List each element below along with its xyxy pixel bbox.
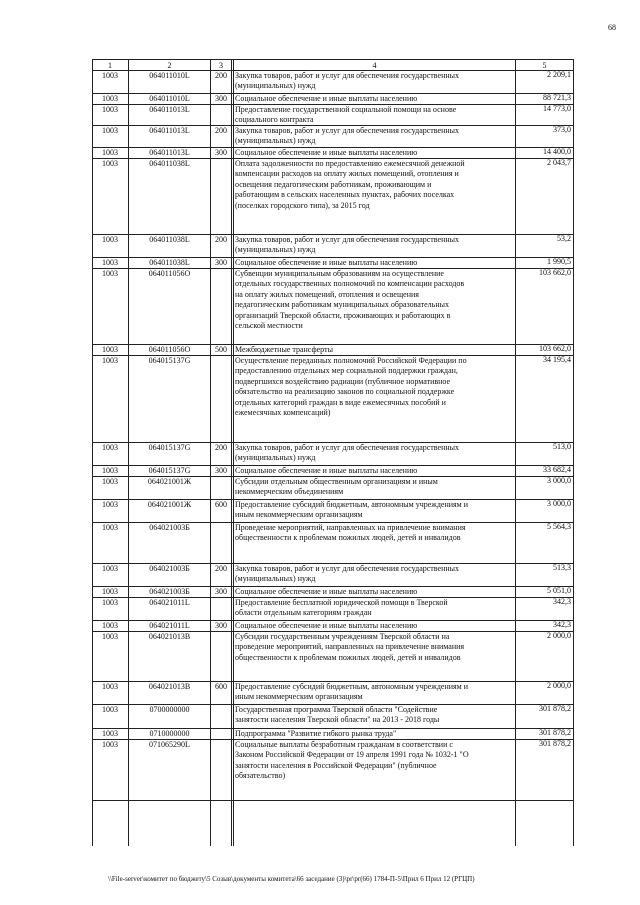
- target-article-code: 064021013В: [148, 682, 191, 691]
- table-row: [92, 563, 574, 586]
- target-article-code: 0710000000: [149, 729, 190, 738]
- table-row: [92, 586, 574, 597]
- row-description-line: области отдельным категориям граждан: [235, 608, 372, 617]
- section-code: 1003: [102, 356, 118, 365]
- row-description-line: некоммерческим объединениям: [235, 487, 344, 496]
- section-code: 1003: [102, 740, 118, 749]
- row-description-line: Закупка товаров, работ и услуг для обеспечения государственных: [235, 234, 460, 244]
- row-description-line: Социальное обеспечение и иные выплаты населению: [235, 93, 418, 103]
- row-description-line: (муниципальных) нужд: [235, 574, 316, 583]
- row-description-line: Оплата задолженности по предоставлению ежемесячной денежной: [235, 158, 465, 168]
- amount-value: 5 564,3: [547, 522, 571, 531]
- table-row: [92, 257, 574, 268]
- target-article-code: 064011013L: [149, 148, 190, 157]
- expense-type-code: 200: [215, 126, 227, 135]
- row-description-line: Государственная программа Тверской области "Содействие: [235, 704, 438, 714]
- amount-value: 342,3: [553, 620, 571, 629]
- table-row: [92, 739, 574, 800]
- row-description-line: общественности к проблемам пожилых людей, детей и инвалидов: [235, 533, 461, 542]
- section-code: 1003: [102, 466, 118, 475]
- row-description-line: предоставлению отдельных мер социальной поддержки граждан,: [235, 366, 458, 375]
- amount-value: 14 400,0: [543, 147, 571, 156]
- target-article-code: 064011038L: [149, 258, 190, 267]
- table-row: [92, 147, 574, 158]
- row-description-line: Социальные выплаты безработным гражданам в соответствии с: [235, 739, 453, 749]
- section-code: 1003: [102, 235, 118, 244]
- section-code: 1003: [102, 564, 118, 573]
- row-description-line: Проведение мероприятий, направленных на привлечение внимания: [235, 522, 466, 532]
- section-code: 1003: [102, 729, 118, 738]
- row-description-line: проведение мероприятий, направленных на привлечение внимания: [235, 642, 465, 651]
- section-code: 1003: [102, 705, 118, 714]
- table-row: [92, 93, 574, 104]
- target-article-code: 064021001Ж: [147, 477, 192, 486]
- expense-type-code: 500: [215, 345, 227, 354]
- row-description-line: (муниципальных) нужд: [235, 136, 316, 145]
- row-description-line: Закупка товаров, работ и услуг для обеспечения государственных: [235, 442, 460, 452]
- amount-value: 88 721,3: [543, 93, 571, 102]
- target-article-code: 064011038L: [149, 235, 190, 244]
- expense-type-code: 300: [215, 94, 227, 103]
- row-description-line: отдельных государственных полномочий по компенсации расходов: [235, 279, 465, 288]
- column-header-2: 2: [167, 61, 172, 70]
- row-description-line: компенсации расходов на оплату жилых помещений, отопления и: [235, 169, 459, 178]
- amount-value: 301 878,2: [539, 728, 571, 737]
- row-description-line: подвергшихся воздействию радиации (публичное нормативное: [235, 376, 451, 386]
- table-row: [92, 442, 574, 465]
- file-path-footer: \\File-server\комитет по бюджету\5 Созыв\документы комитета\66 заседание (3)\pr\pr(66) 1784-П-5\Прил 6 Прил 12 (РГЦП): [108, 875, 475, 883]
- target-article-code: 064011010L: [149, 94, 190, 103]
- table-row: [92, 465, 574, 476]
- section-code: 1003: [102, 258, 118, 267]
- row-description-line: педагогическим работникам муниципальных образовательных: [235, 300, 449, 309]
- section-code: 1003: [102, 94, 118, 103]
- target-article-code: 064021013В: [148, 632, 191, 641]
- row-description-line: (муниципальных) нужд: [235, 245, 316, 254]
- target-article-code: 0700000000: [149, 705, 190, 714]
- expense-type-code: 300: [215, 621, 227, 630]
- row-description-line: Подпрограмма "Развитие гибкого рынка труда": [235, 728, 397, 738]
- row-description-line: занятости населения Тверской области" на 2013 - 2018 годы: [235, 715, 440, 724]
- budget-table: [92, 59, 574, 846]
- section-code: 1003: [102, 477, 118, 486]
- table-row: [92, 234, 574, 257]
- expense-type-code: 300: [215, 466, 227, 475]
- amount-value: 3 000,0: [547, 476, 571, 485]
- section-code: 1003: [102, 105, 118, 114]
- row-description-line: Социальное обеспечение и иные выплаты населению: [235, 257, 418, 267]
- amount-value: 53,2: [557, 234, 571, 243]
- target-article-code: 064011013L: [149, 105, 190, 114]
- target-article-code: 064015137G: [148, 443, 191, 452]
- expense-type-code: 200: [215, 443, 227, 452]
- row-description-line: иным некоммерческим организациям: [235, 692, 363, 701]
- row-description-line: Социальное обеспечение и иные выплаты населению: [235, 465, 418, 475]
- amount-value: 2 000,0: [547, 631, 571, 640]
- row-description-line: Закупка товаров, работ и услуг для обеспечения государственных: [235, 125, 460, 135]
- row-description-line: общественности к проблемам пожилых людей, детей и инвалидов: [235, 652, 461, 662]
- amount-value: 301 878,2: [539, 704, 571, 713]
- row-description-line: сельской местности: [235, 321, 303, 330]
- amount-value: 3 000,0: [547, 499, 571, 508]
- amount-value: 2 000,0: [547, 681, 571, 690]
- amount-value: 103 662,0: [539, 268, 571, 277]
- section-code: 1003: [102, 621, 118, 630]
- amount-value: 301 878,2: [539, 739, 571, 748]
- row-description-line: иным некоммерческим организациям: [235, 510, 363, 519]
- row-description-line: (муниципальных) нужд: [235, 81, 316, 90]
- row-description-line: ежемесячных компенсаций): [235, 408, 331, 417]
- amount-value: 33 682,4: [543, 465, 571, 474]
- row-description-line: Законом Российской Федерации от 19 апреля 1991 года № 1032-1 "О: [235, 750, 469, 759]
- row-description-line: Закупка товаров, работ и услуг для обеспечения государственных: [235, 563, 460, 573]
- target-article-code: 064015137G: [148, 356, 191, 365]
- row-description-line: Социальное обеспечение и иные выплаты населению: [235, 586, 418, 596]
- target-article-code: 064021003Б: [149, 523, 190, 532]
- page-number: 68: [608, 23, 616, 32]
- section-code: 1003: [102, 71, 118, 80]
- amount-value: 373,0: [553, 125, 571, 134]
- row-description-line: Межбюджетные трансферты: [235, 344, 333, 354]
- expense-type-code: 600: [215, 682, 227, 691]
- section-code: 1003: [102, 443, 118, 452]
- column-header-4: 4: [372, 61, 377, 70]
- expense-type-code: 200: [215, 71, 227, 80]
- target-article-code: 064011056O: [148, 269, 191, 278]
- amount-value: 103 662,0: [539, 344, 571, 353]
- row-description-line: Социальное обеспечение и иные выплаты населению: [235, 620, 418, 630]
- amount-value: 5 051,0: [547, 586, 571, 595]
- row-description-line: (поселках городского типа), за 2015 год: [235, 200, 370, 210]
- table-row: [92, 681, 574, 704]
- target-article-code: 064021003Б: [149, 587, 190, 596]
- row-description-line: Закупка товаров, работ и услуг для обеспечения государственных: [235, 70, 460, 80]
- section-code: 1003: [102, 500, 118, 509]
- row-description-line: социального контракта: [235, 115, 314, 124]
- table-row: [92, 499, 574, 522]
- table-row: [92, 125, 574, 147]
- amount-value: 1 990,5: [547, 257, 571, 266]
- expense-type-code: 300: [215, 258, 227, 267]
- target-article-code: 064011013L: [149, 126, 190, 135]
- row-description-line: Предоставление субсидий бюджетным, автономным учреждениям и: [235, 681, 469, 691]
- row-description-line: Предоставление государственной социальной помощи на основе: [235, 104, 457, 114]
- row-description-line: (муниципальных) нужд: [235, 453, 316, 462]
- expense-type-code: 200: [215, 564, 227, 573]
- table-row: [92, 704, 574, 728]
- section-code: 1003: [102, 148, 118, 157]
- target-article-code: 064021011L: [149, 598, 190, 607]
- row-description-line: Осуществление переданных полномочий Российской Федерации по: [235, 355, 467, 365]
- section-code: 1003: [102, 345, 118, 354]
- row-description-line: Предоставление субсидий бюджетным, автономным учреждениям и: [235, 499, 469, 509]
- section-code: 1003: [102, 159, 118, 168]
- row-description-line: занятости населения в Российской Федерации" (публичное: [235, 760, 437, 770]
- row-description-line: работающим в сельских населенных пунктах, рабочих поселках: [235, 190, 455, 199]
- row-divider: [92, 800, 574, 801]
- section-code: 1003: [102, 587, 118, 596]
- row-description-line: обязательство): [235, 771, 286, 780]
- row-description-line: освещения педагогическим работникам, проживающим и: [235, 179, 432, 189]
- table-row: [92, 104, 574, 125]
- row-description-line: организаций Тверской области, проживающих и работающих в: [235, 310, 451, 320]
- table-row: [92, 597, 574, 620]
- section-code: 1003: [102, 523, 118, 532]
- amount-value: 513,3: [553, 563, 571, 572]
- target-article-code: 064011056O: [148, 345, 191, 354]
- section-code: 1003: [102, 682, 118, 691]
- table-row: [92, 522, 574, 563]
- expense-type-code: 300: [215, 587, 227, 596]
- table-row: [92, 631, 574, 681]
- table-row: [92, 728, 574, 739]
- amount-value: 513,0: [553, 442, 571, 451]
- amount-value: 2 043,7: [547, 158, 571, 167]
- section-code: 1003: [102, 632, 118, 641]
- table-row: [92, 158, 574, 234]
- row-description-line: Субсидии отдельным общественным организациям и иным: [235, 476, 438, 486]
- column-header-5: 5: [542, 61, 547, 70]
- table-row: [92, 620, 574, 631]
- row-description-line: Субвенции муниципальным образованиям на осуществление: [235, 268, 444, 278]
- target-article-code: 064021001Ж: [147, 500, 192, 509]
- row-description-line: Предоставление бесплатной юридической помощи в Тверской: [235, 597, 448, 607]
- target-article-code: 064011038L: [149, 159, 190, 168]
- table-row: [92, 344, 574, 355]
- row-divider: [92, 59, 574, 60]
- target-article-code: 064011010L: [149, 71, 190, 80]
- column-header-3: 3: [219, 61, 223, 70]
- expense-type-code: 600: [215, 500, 227, 509]
- section-code: 1003: [102, 269, 118, 278]
- section-code: 1003: [102, 126, 118, 135]
- amount-value: 2 209,1: [547, 70, 571, 79]
- row-description-line: обязательство на реализацию законов по социальной поддержке: [235, 387, 455, 396]
- amount-value: 14 773,0: [543, 104, 571, 113]
- row-description-line: Социальное обеспечение и иные выплаты населению: [235, 147, 418, 157]
- target-article-code: 064021011L: [149, 621, 190, 630]
- expense-type-code: 200: [215, 235, 227, 244]
- row-description-line: на оплату жилых помещений, отопления и освещения: [235, 289, 419, 299]
- table-row: [92, 70, 574, 93]
- target-article-code: 064015137G: [148, 466, 191, 475]
- amount-value: 342,3: [553, 597, 571, 606]
- table-row: [92, 268, 574, 344]
- column-header-1: 1: [108, 61, 112, 70]
- table-row: [92, 355, 574, 442]
- amount-value: 34 195,4: [543, 355, 571, 364]
- target-article-code: 064021003Б: [149, 564, 190, 573]
- table-row: [92, 476, 574, 499]
- row-description-line: отдельных категорий граждан в виде ежемесячных пособий и: [235, 397, 446, 407]
- expense-type-code: 300: [215, 148, 227, 157]
- row-description-line: Субсидии государственным учреждениям Тверской области на: [235, 631, 450, 641]
- section-code: 1003: [102, 598, 118, 607]
- target-article-code: 071065290L: [149, 740, 190, 749]
